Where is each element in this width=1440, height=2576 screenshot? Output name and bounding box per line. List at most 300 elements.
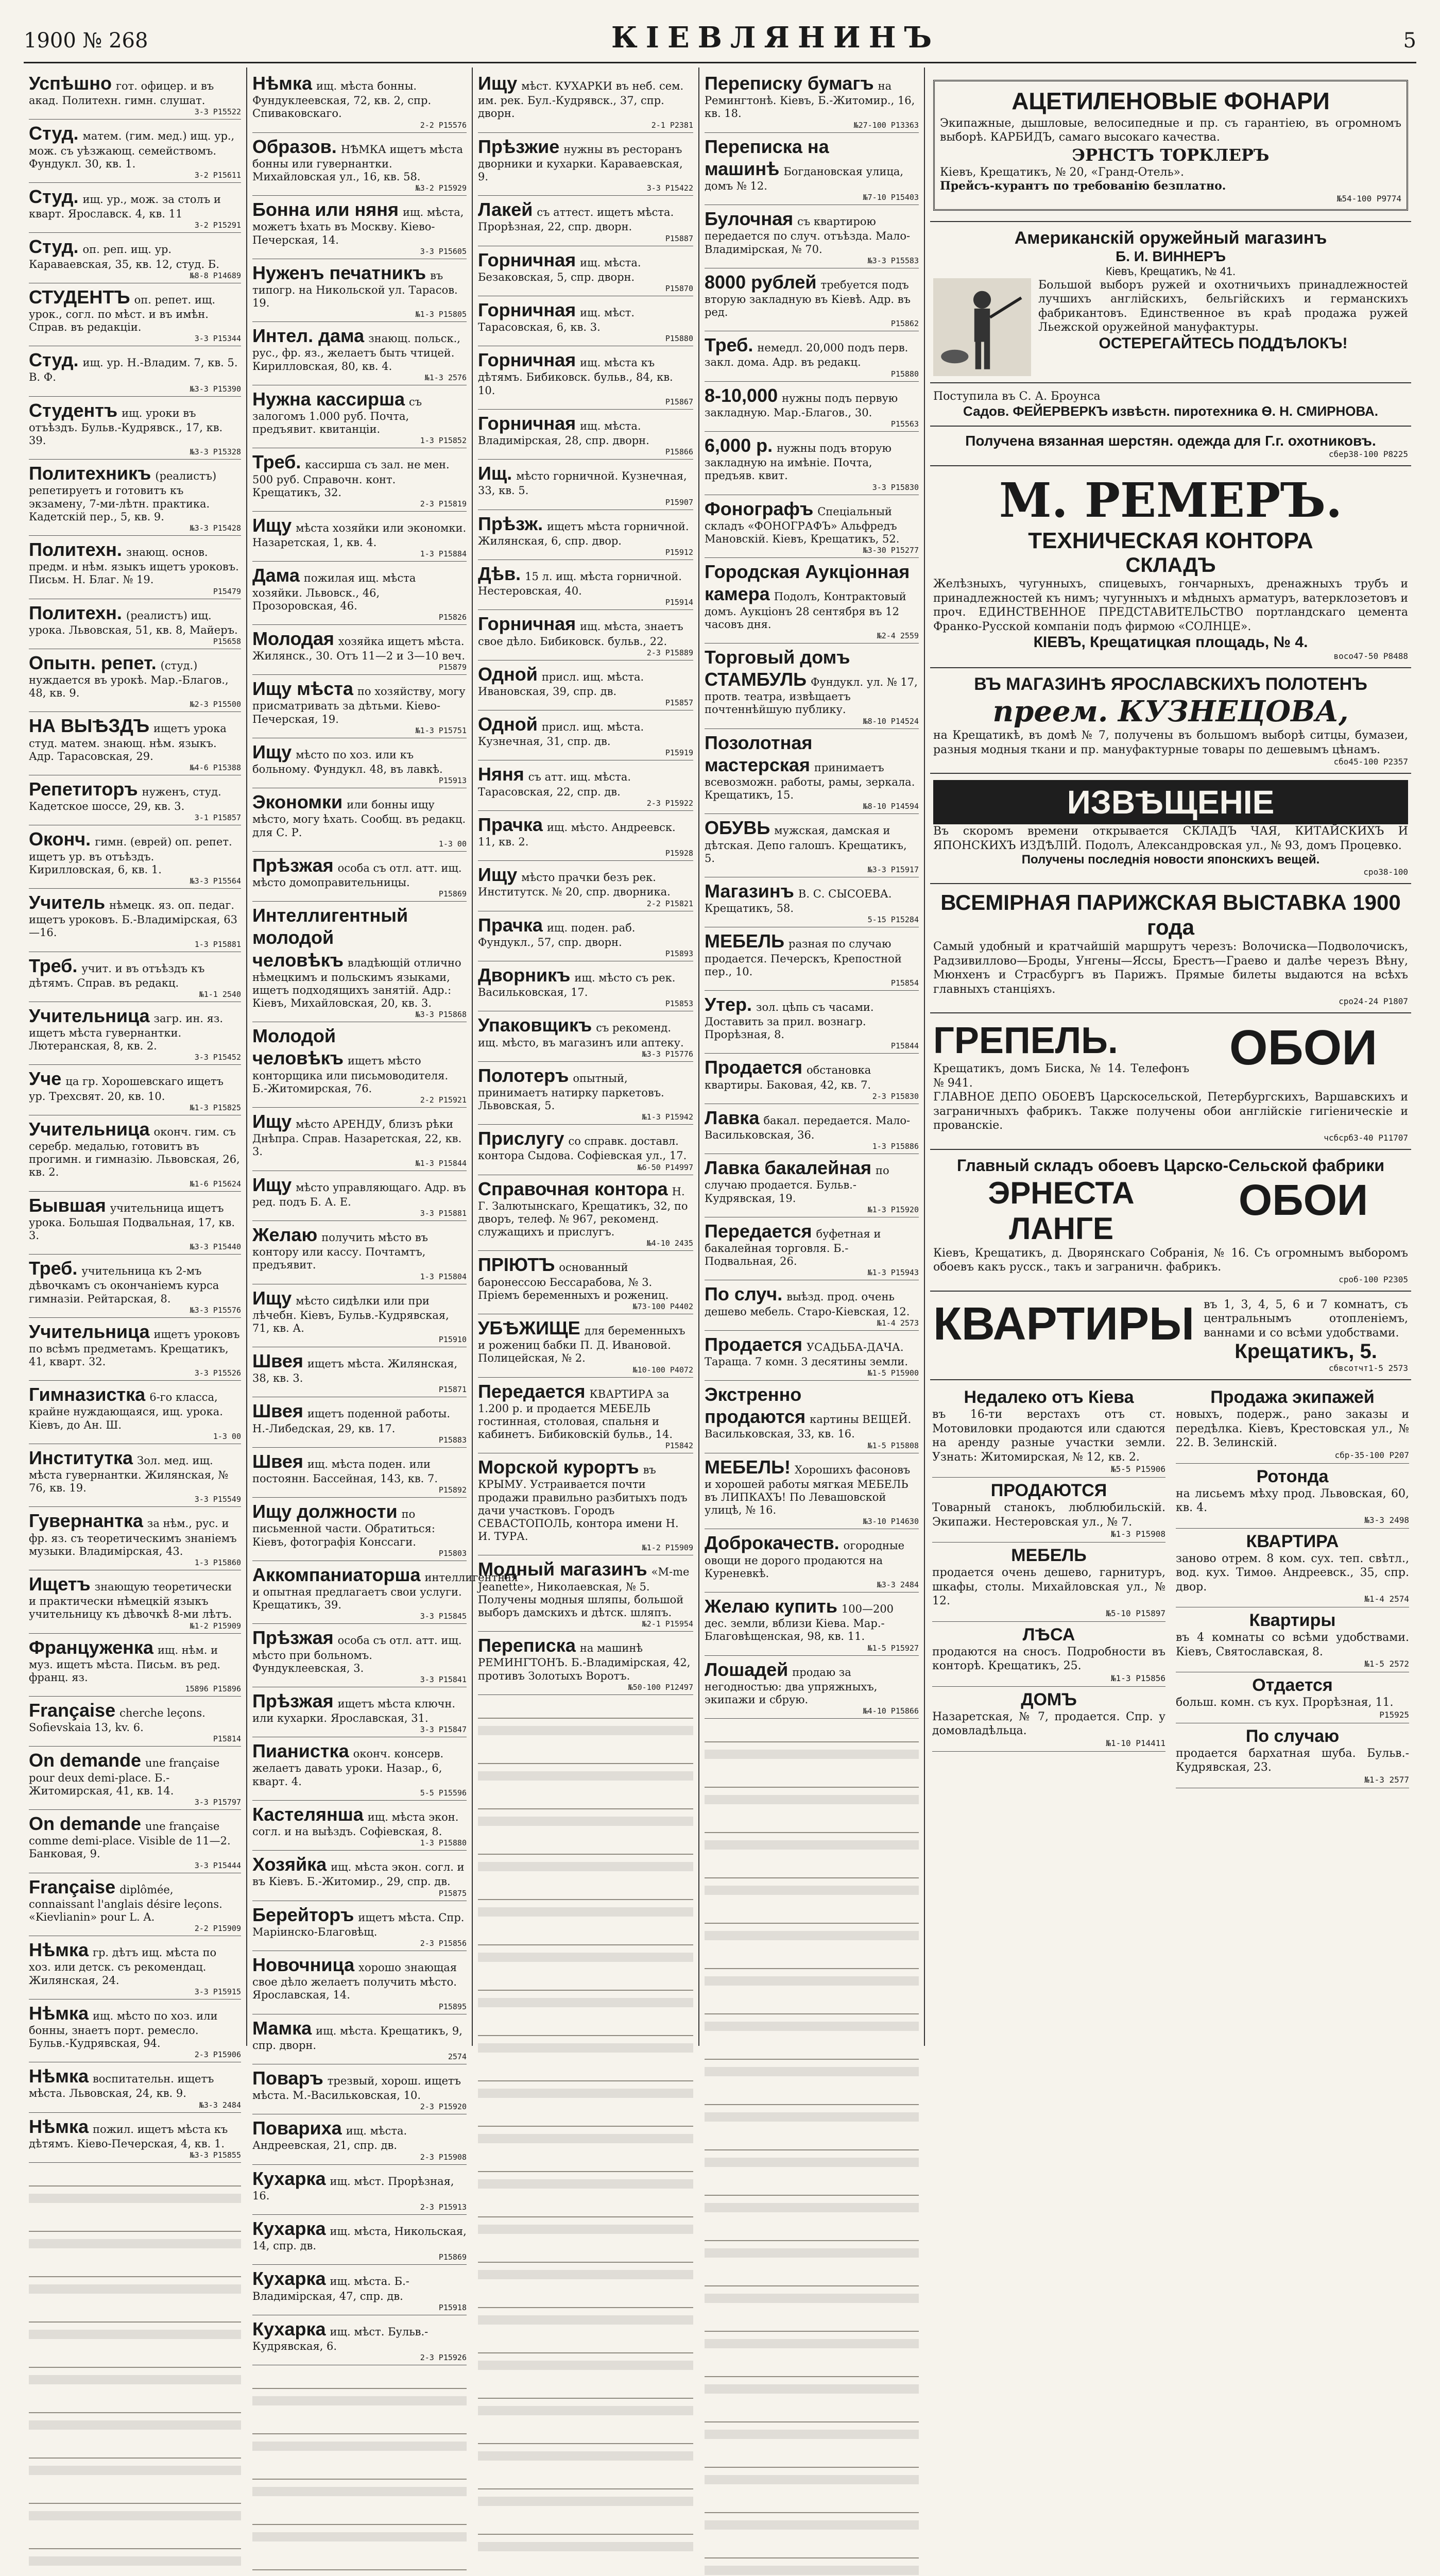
ad-text: хорошо знающая свое дѣло желаетъ получить мѣсто. Ярославская, 14. [252, 1961, 457, 2002]
ad-headword: Экономки [252, 791, 343, 813]
classified-ad [478, 1125, 693, 1175]
ad-text: 15 л. ищ. мѣста горничной. Нестеровская, 40. [478, 570, 682, 598]
ad-code: №3-3 Р15868 [415, 1010, 467, 1020]
ad-code: 2-3 Р15906 [194, 2050, 241, 2060]
ad-text: обстановка квартиры. Баковая, 42, кв. 7. [705, 1064, 871, 1091]
ad-text: хозяйка ищетъ мѣста. Жилянск., 30. Отъ 11—2 и 3—10 веч. [252, 635, 466, 663]
classified-ad [29, 283, 241, 347]
ad-code: №3-3 Р15428 [190, 523, 241, 533]
classified-ad [252, 562, 467, 625]
ad-headword: Прачка [478, 914, 543, 936]
ad-code: №54-100 Р9774 [1336, 193, 1401, 204]
ad-text: продается очень дешево, гарнитуръ, шкафы, столы. Михайловская ул., № 12. [932, 1566, 1165, 1607]
ad-text: ищ. мѣста къ дѣтямъ. Бибиковск. бульв., 84, кв. 10. [478, 357, 673, 397]
ad-code: Р15887 [665, 233, 693, 243]
ad-text: Кіевъ, Крещатикъ, д. Дворянскаго Собранія, № 16. Съ огромнымъ выборомъ обоевъ какъ русск., такъ и заграничн. фабрикъ. [933, 1246, 1408, 1274]
ad-headword: Переписку бумагъ [705, 73, 874, 94]
ad-subtitle-2: СКЛАДЪ [1125, 554, 1216, 577]
classified-ad [478, 560, 693, 610]
ad-headword: Прѣзжая [252, 854, 334, 876]
ad-code: Р15826 [438, 612, 467, 622]
ad-headword: Торговый домъ СТАМБУЛЬ [705, 646, 850, 690]
classified-ad [478, 710, 693, 760]
classified-ad [252, 852, 467, 902]
ad-text: для беременныхъ и рожениц бабки П. Д. Ивановой. Полицейская, № 2. [478, 1324, 685, 1365]
ad-code: 3-3 Р15522 [194, 107, 241, 117]
ad-code: Р15842 [665, 1441, 693, 1451]
small-display-ad [932, 1384, 1165, 1478]
ad-text: ищ. мѣста поден. или постоянн. Бассейная, 143, кв. 7. [252, 1458, 438, 1485]
classified-ad [705, 1381, 919, 1453]
ad-heading: Квартиры [1249, 1611, 1336, 1630]
ad-code: №1-1 2540 [199, 989, 241, 999]
ad-code: сбер38-100 Р8225 [1328, 449, 1408, 459]
ad-code: №2-1 Р15954 [642, 1619, 693, 1629]
classified-ad [29, 346, 241, 396]
ad-lange-wallpaper [930, 1150, 1411, 1292]
ad-heading: КВАРТИРЫ [933, 1298, 1195, 1350]
ad-headword: On demande [29, 1750, 142, 1771]
classified-ad [29, 1002, 241, 1065]
ad-code: Р15871 [438, 1385, 467, 1395]
classified-ad [705, 1217, 919, 1281]
small-display-ad [1176, 1384, 1409, 1464]
ad-text: по письменной части. Обратиться: Кіевъ, фотографія Конссаги. [252, 1508, 435, 1548]
ad-headword: Желаю [252, 1224, 318, 1245]
ad-text: мѣсто по хоз. или къ больному. Фундукл. 48, въ лавкѣ. [252, 748, 443, 775]
classified-ad [29, 183, 241, 233]
classified-ad [478, 861, 693, 911]
classified-ad [478, 911, 693, 961]
ad-heading: ВСЕМІРНАЯ ПАРИЖСКАЯ ВЫСТАВКА 1900 года [940, 890, 1401, 939]
ad-headword: Передается [705, 1220, 812, 1242]
ad-code: №1-6 Р15624 [190, 1179, 241, 1189]
classified-ad [252, 196, 467, 259]
small-display-ad [1176, 1464, 1409, 1529]
classified-ad [29, 70, 241, 120]
ad-heading: Продажа экипажей [1210, 1387, 1375, 1407]
ad-code: Р15925 [1379, 1709, 1409, 1720]
ad-text: Хорошихъ фасоновъ и хорошей работы мягкая МЕБЕЛЬ въ ЛИПКАХЪ! По Левашовской улицѣ, № 16. [705, 1463, 911, 1517]
ad-headword: On demande [29, 1813, 142, 1834]
ad-text: ищетъ урока студ. матем. знающ. нѣм. языкъ. Адр. Тарасовская, 29. [29, 722, 227, 762]
classified-ad [478, 1175, 693, 1251]
classified-ad [29, 1381, 241, 1444]
ad-code: 3-3 Р15797 [194, 1798, 241, 1807]
classified-ad [252, 1397, 467, 1447]
classified-ad [252, 1851, 467, 1901]
classified-ad [29, 1065, 241, 1115]
classified-ad [478, 1314, 693, 1378]
ad-headword: Уче [29, 1068, 62, 1090]
ad-text: требуется подъ вторую закладную въ Кіевѣ. Адр. въ ред. [705, 278, 911, 319]
ad-headword: По случ. [705, 1283, 783, 1305]
ad-code: 2-1 Р2381 [651, 120, 693, 130]
ad-headword: Передается [478, 1380, 586, 1402]
ad-code: 2-3 Р15922 [646, 798, 693, 808]
ad-headword: Прѣзж. [478, 513, 543, 534]
ad-heading: Главный складъ обоевъ Царско-Сельской фабрики [956, 1156, 1385, 1175]
classified-ad [478, 196, 693, 246]
ad-acetylene [930, 70, 1411, 222]
classified-ad [252, 1801, 467, 1851]
ad-headword: Продается [705, 1333, 802, 1355]
classified-ad [478, 1378, 693, 1454]
classified-ad [705, 331, 919, 381]
ad-headword: Прѣзжие [478, 135, 560, 157]
ad-headword: Успѣшно [29, 73, 112, 94]
ad-code: 2574 [448, 2052, 467, 2061]
ad-text: картины ВЕЩЕЙ. Васильковская, 33, кв. 16. [705, 1413, 912, 1440]
classified-ad [29, 825, 241, 889]
ad-headword: Политехн. [29, 602, 122, 623]
ad-code: 1-3 Р15886 [872, 1142, 919, 1151]
ad-text: ищ. ур. Н.-Владим. 7, кв. 5. В. Ф. [29, 357, 238, 384]
ad-headword: Ищу [252, 1287, 292, 1309]
classified-ad [705, 268, 919, 332]
ad-text: кассирша съ зал. не мен. 500 руб. Справочн. конт. Крещатикъ, 32. [252, 459, 450, 499]
ad-text: une française comme demi-place. Visible de 11—2. Банковая, 9. [29, 1820, 231, 1860]
ad-fireworks [930, 383, 1411, 427]
ad-code: 3-3 Р15344 [194, 334, 241, 344]
classified-ad [29, 460, 241, 536]
ad-text: ищ. мѣста экон. согл. и въ Кіевъ. Б.-Житомир., 29, спр. дв. [252, 1861, 465, 1888]
ad-text: бакал. передается. Мало-Васильковская, 36. [705, 1114, 911, 1141]
ad-headword: Француженка [29, 1636, 153, 1658]
classified-ad [705, 1154, 919, 1217]
ad-headword: Справочная контора [478, 1178, 668, 1199]
ad-code: №1-3 2577 [1364, 1774, 1409, 1785]
ad-code: 1-3 Р15852 [420, 436, 467, 446]
ad-headword: Ищу [252, 514, 292, 536]
issue-number: 1900 № 268 [24, 29, 148, 53]
ad-headword: Магазинъ [705, 880, 794, 902]
ad-headword: Политехникъ [29, 463, 151, 484]
ad-address: Крещатикъ, домъ Биска, № 14. Телефонъ № 941. [933, 1062, 1190, 1090]
classified-ad [252, 902, 467, 1022]
ad-code: Р15857 [665, 698, 693, 708]
ad-heading: ВЪ МАГАЗИНѢ ЯРОСЛАВСКИХЪ ПОЛОТЕНЪ [974, 674, 1367, 694]
ad-headword: Берейторъ [252, 1904, 354, 1925]
classified-ad [705, 495, 919, 558]
classified-ad [252, 1284, 467, 1348]
ad-headword: Бонна или няня [252, 199, 399, 221]
ad-code: 15896 Р15896 [185, 1684, 241, 1694]
ad-text: выѣзд. прод. очень дешево мебель. Старо-Кіевская, 12. [705, 1291, 910, 1318]
ad-code: №3-30 Р15277 [863, 546, 919, 555]
classified-ad [252, 1448, 467, 1498]
ad-warning: ОСТЕРЕГАЙТЕСЬ ПОДДѢЛОКЪ! [1099, 334, 1348, 352]
ad-text: une française pour deux demi-place. Б.-Житомирская, 41, кв. 14. [29, 1757, 220, 1797]
classified-ad [478, 1632, 693, 1695]
ad-headword: Одной [478, 714, 538, 735]
ad-headword: Репетиторъ [29, 778, 138, 800]
ad-headword: Студентъ [29, 399, 118, 421]
classified-ad [29, 1999, 241, 2063]
ad-headword: Швея [252, 1400, 303, 1422]
classified-ad [252, 1108, 467, 1171]
ad-headword: Фонографъ [705, 498, 814, 519]
classified-ad [29, 775, 241, 825]
classified-ad [252, 133, 467, 196]
ad-headword: Молодой человѣкъ [252, 1025, 344, 1069]
ad-code: Р15893 [665, 948, 693, 958]
classified-ad [705, 1453, 919, 1530]
ad-code: 1-3 Р15884 [420, 549, 467, 559]
ad-text: ищетъ уроковъ по всѣмъ предметамъ. Крещатикъ, 41, кварт. 32. [29, 1328, 240, 1368]
ad-text: съ аттест. ищетъ мѣста. Прорѣзная, 22, спр. дворн. [478, 206, 674, 233]
ad-headword: Оконч. [29, 828, 91, 850]
ad-headword: Ищу [478, 864, 518, 886]
ad-text: гот. офицер. и въ акад. Политехн. гимн. слушат. [29, 80, 214, 107]
ad-code: Р15892 [438, 1485, 467, 1495]
classified-ad [252, 322, 467, 385]
ad-apartments [930, 1292, 1411, 1381]
ad-code: 3-3 Р15915 [194, 1987, 241, 1996]
ad-code: №1-10 Р14411 [1106, 1738, 1165, 1748]
ad-text: (студ.) нуждается въ урокѣ. Мар.-Благов., 48, кв. 9. [29, 659, 229, 700]
ad-text: ищ. мѣсто по хоз. или бонны, знаетъ порт. ремесло. Бульв.-Кудрявская, 94. [29, 2009, 218, 2050]
classified-ad [252, 259, 467, 323]
ad-headword: Française [29, 1876, 116, 1897]
ad-text: УСАДЬБА-ДАЧА. Тараща. 7 комн. 3 десятины земли. [705, 1341, 908, 1368]
ad-code: 3-2 Р15611 [194, 170, 241, 180]
ad-code: 2-3 Р15856 [420, 1938, 467, 1948]
classified-ad [705, 927, 919, 991]
ad-text: Въ скоромъ времени открывается СКЛАДЪ ЧАЯ, КИТАЙСКИХЪ И ЯПОНСКИХЪ ИЗДѢЛІЙ. Подолъ, Александровская ул., № 93, домъ Процевко. [933, 825, 1408, 852]
ad-firm: ЭРНЕСТА ЛАНГЕ [988, 1175, 1135, 1246]
ad-owner: Б. И. ВИННЕРЪ [1116, 248, 1226, 264]
ad-text: съ залогомъ 1.000 руб. Почта, предъявит. квитанціи. [252, 395, 422, 436]
ad-text: мѣсто АРЕНДУ, близъ рѣки Днѣпра. Справ. Назаретская, 22, кв. 3. [252, 1118, 462, 1158]
classified-ad [252, 2014, 467, 2064]
classified-ad [252, 512, 467, 562]
ad-code: №1-3 Р15751 [415, 725, 467, 735]
ad-headword: Треб. [29, 955, 78, 976]
ad-text: оконч. гим. съ серебр. медалью, готовитъ въ прогимн. и гимназію. Львовская, 26, кв. 2. [29, 1125, 240, 1179]
ad-text: нужны въ ресторанъ дворники и кухарки. Караваевская, 9. [478, 143, 683, 183]
ad-code: 1-3 Р15880 [420, 1838, 467, 1848]
ad-code: Р15907 [665, 497, 693, 507]
ad-headword: Лошадей [705, 1658, 788, 1680]
ad-code: Р15919 [665, 748, 693, 758]
ad-headword: Образов. [252, 135, 337, 157]
ad-headword: Одной [478, 663, 538, 685]
ad-text: Получена вязанная шерстян. одежда для Г.г. охотниковъ. [965, 433, 1376, 449]
ad-text: гр. дѣтъ ищ. мѣста по хоз. или детск. съ рекомендац. Жилянская, 24. [29, 1946, 217, 1987]
ad-code: Р15910 [438, 1335, 467, 1345]
ad-headword: Морской курортъ [478, 1456, 639, 1478]
ad-code: Р15803 [438, 1548, 467, 1558]
ad-text: ищ. мѣст. Тарасовская, 6, кв. 3. [478, 306, 635, 334]
ad-code: №7-10 Р15403 [863, 193, 919, 202]
ad-headword: Дѣв. [478, 563, 521, 584]
ad-headword: Студ. [29, 123, 79, 144]
ad-code: 2-2 Р15921 [420, 1095, 467, 1105]
ad-headword: Экстренно продаются [705, 1384, 806, 1428]
ad-code: Р15869 [438, 2252, 467, 2262]
ad-headword: Учитель [29, 891, 106, 913]
classified-ad [252, 1347, 467, 1397]
ad-headword: ОБУВЬ [705, 817, 770, 839]
ad-code: №1-3 Р15908 [1111, 1529, 1165, 1539]
classified-ad [29, 1115, 241, 1192]
ad-headword: Учительница [29, 1118, 150, 1140]
ad-code: №1-3 2576 [424, 372, 467, 382]
ad-code: №50-100 Р12497 [628, 1682, 693, 1692]
ad-headword: Ищу должности [252, 1501, 398, 1522]
ad-text: буфетная и бакалейная торговля. Б.-Подвальная, 26. [705, 1227, 881, 1268]
ad-code: №3-2 Р15929 [415, 183, 467, 193]
classified-ad [252, 1624, 467, 1687]
ad-code: Р15862 [890, 319, 919, 329]
ad-code: №3-3 Р15583 [867, 256, 919, 265]
classified-ad [252, 385, 467, 449]
classified-ad [252, 788, 467, 852]
ad-text: diplômée, connaissant l'anglais désire leçons. «Kievlianin» pour L. A. [29, 1883, 222, 1923]
ad-headword: Учительница [29, 1005, 150, 1026]
ad-text: Назаретская, № 7, продается. Спр. у домовладѣльца. [932, 1710, 1165, 1737]
ad-text: ищ. нѣм. и муз. ищетъ мѣста. Письм. въ ред. франц. яз. [29, 1643, 220, 1684]
ad-headword: Нуженъ печатникъ [252, 262, 426, 283]
ad-code: №73-100 Р4402 [632, 1301, 693, 1311]
ad-code: №1-2 Р15909 [190, 1621, 241, 1631]
ad-code: №8-10 Р14594 [863, 802, 919, 811]
ad-code: №8-10 Р14524 [863, 716, 919, 726]
ad-text: 6-го класса, крайне нуждающаяся, ищ. урока. Кіевъ, до Ан. Ш. [29, 1391, 223, 1431]
ad-headword: Française [29, 1700, 116, 1721]
ad-headword: Горничная [478, 412, 576, 434]
ad-headword: Городская Аукціонная камера [705, 561, 910, 605]
classified-ad [29, 2113, 241, 2163]
ad-headword: Политехн. [29, 538, 122, 560]
ad-text: мужская, дамская и дѣтская. Депо галошъ. Крещатикъ, 5. [705, 824, 907, 865]
ad-code: Р15844 [890, 1041, 919, 1051]
ad-text: ищ. мѣсто. Андреевск. 11, кв. 2. [478, 821, 676, 848]
ad-text: на Ремингтонѣ. Кіевъ, Б.-Житомир., 16, кв. 18. [705, 80, 915, 120]
ad-code: 2-3 Р15926 [420, 2353, 467, 2363]
ad-code: 5-15 Р15284 [867, 915, 919, 925]
classified-ad [478, 246, 693, 296]
classified-ad [252, 2165, 467, 2215]
ad-text: въ КРЫМУ. Устраивается почти продажи правильно разбитыхъ подъ дачи участковъ. Городъ СЕВАСТОПОЛЬ, контора имени Н. И. ТУРА. [478, 1464, 688, 1543]
classified-ad [478, 346, 693, 410]
ad-code: 3-3 Р15444 [194, 1860, 241, 1870]
ad-code: №3-3 2484 [877, 1580, 919, 1589]
ad-headword: Аккомпаниаторша [252, 1564, 421, 1585]
ad-text: «M-me Jeanette», Николаевская, № 5. Получены модныя шляпы, большой выборъ дамскихъ и дѣтск. шляпъ. [478, 1566, 690, 1619]
ad-text: заново отрем. 8 ком. сух. теп. свѣтл., вод. кух. Тимоѳ. Андреевск., 35, спр. двор. [1176, 1552, 1409, 1594]
ad-text: нуженъ, студ. Кадетское шоссе, 29, кв. 3. [29, 786, 221, 813]
ad-text: воспитательн. ищетъ мѣста. Львовская, 24, кв. 9. [29, 2073, 214, 2100]
small-display-ad [1176, 1723, 1409, 1788]
classified-ad [478, 296, 693, 346]
classified-ad [705, 1592, 919, 1656]
ad-text: пожилая ищ. мѣста хозяйки. Львовск., 46, Прозоровская, 46. [252, 572, 416, 612]
ad-text: ищ. мѣсто съ рек. Васильковская, 17. [478, 971, 676, 999]
classified-ad [705, 814, 919, 877]
ad-code: №1-3 Р15825 [190, 1103, 241, 1112]
ad-code: №3-3 Р15855 [190, 2150, 241, 2160]
ad-big-word: ОБОИ [1229, 1020, 1378, 1075]
ad-code: 2-3 Р15889 [646, 648, 693, 657]
ad-text: ищ. мѣста. Безаковская, 5, спр. дворн. [478, 256, 641, 283]
column-filler [705, 1719, 919, 2576]
ad-headword: Нѣмка [252, 73, 312, 94]
ad-text: разная по случаю продается. Печерскъ, Крепостной пер., 10. [705, 938, 902, 978]
ad-headword: НА ВЫѢЗДЪ [29, 715, 150, 737]
ad-code: 2-2 Р15909 [194, 1924, 241, 1934]
ad-grepel-wallpaper [930, 1013, 1411, 1150]
ad-code: сро38-100 [1363, 867, 1408, 877]
ad-code: Р15928 [665, 849, 693, 858]
ad-code: №1-3 Р15943 [867, 1268, 919, 1278]
ad-text: особа съ отл. атт. ищ. мѣсто домоправительницы. [252, 861, 462, 889]
ad-headword: Ищу мѣста [252, 678, 353, 700]
ad-tea-notice [930, 774, 1411, 884]
ad-headword: Кухарка [252, 2268, 326, 2290]
classified-ad [252, 1687, 467, 1737]
classified-ad [252, 2114, 467, 2164]
ad-text: Н. Г. Залютынскаго, Крещатикъ, 32, по дворъ, телеф. № 967, рекоменд. служащихъ и прислугъ. [478, 1185, 688, 1239]
classified-ad [478, 1555, 693, 1632]
ad-text: Зол. мед. ищ. мѣста гувернантки. Жилянская, № 76, кв. 19. [29, 1454, 229, 1495]
ad-code: №5-5 Р15906 [1111, 1464, 1165, 1474]
ad-gun-shop [930, 222, 1411, 383]
column-4 [699, 67, 925, 2046]
ad-text: по хозяйству, могу присматривать за дѣтьми. Кіево-Печерская, 19. [252, 685, 466, 725]
ad-code: 3-3 Р15830 [872, 482, 919, 492]
ad-code: №3-3 Р15328 [190, 447, 241, 457]
ad-text: мѣсто сидѣлки или при лѣчебн. Кіевъ, Бульв.-Кудрявская, 71, кв. А. [252, 1294, 449, 1334]
classified-ad [478, 70, 693, 133]
ad-headword: Горничная [478, 249, 576, 270]
ad-headword: Пианистка [252, 1740, 349, 1762]
ad-heading: По случаю [1245, 1726, 1340, 1746]
ad-code: 2-3 Р15913 [420, 2202, 467, 2212]
page-number: 5 [1403, 29, 1416, 53]
ad-code: 3-1 Р15857 [194, 813, 241, 823]
ad-headword: Повариха [252, 2117, 342, 2139]
classified-ad [478, 1251, 693, 1314]
newspaper-title: КІЕВЛЯНИНЪ [611, 21, 940, 55]
ad-heading: Отдается [1252, 1675, 1333, 1695]
ad-text: больш. комн. съ кух. Прорѣзная, 11. [1176, 1696, 1394, 1709]
ad-code: №1-4 2574 [1364, 1594, 1409, 1604]
ad-text: гимн. (еврей) оп. репет. ищетъ ур. въ отъѣздъ. Кирилловская, 6, кв. 1. [29, 836, 232, 876]
ad-code: №27-100 Р13363 [853, 120, 919, 130]
ad-code: Р15870 [665, 283, 693, 293]
ad-headword: Студ. [29, 349, 79, 371]
ad-code: №3-3 2498 [1364, 1515, 1409, 1525]
ad-code: №3-3 Р15576 [190, 1305, 241, 1315]
ad-text: ищ. мѣст. Бульв.-Кудрявская, 6. [252, 2325, 428, 2352]
ad-text: нужны подъ первую закладную. Мар.-Благов., 30. [705, 392, 898, 419]
ad-knitwear [930, 427, 1411, 466]
ad-text: въ 16-ти верстахъ отъ ст. Мотовиловки продаются или сдаются на аренду разные участки земли. Узнать: Житомирская, № 12, кв. 2. [932, 1408, 1165, 1464]
classified-ad [252, 1022, 467, 1108]
classified-ad [478, 1453, 693, 1555]
ad-code: Р15914 [665, 598, 693, 607]
classified-ad [29, 1444, 241, 1507]
classified-ad [29, 1507, 241, 1570]
classified-ad [705, 1529, 919, 1592]
ad-headword: 8000 рублей [705, 271, 817, 293]
ad-text: ищ. ур., мож. за столъ и кварт. Ярославск. 4, кв. 11 [29, 193, 221, 221]
ad-text: на Крещатикѣ, въ домѣ № 7, получены въ большомъ выборѣ ситцы, бумазеи, разныя модныя ткани и пр. мануфактурные товары по дешевымъ цѣнамъ. [933, 729, 1408, 756]
ad-code: 3-3 Р15422 [646, 183, 693, 193]
ad-headword: ПРІЮТЪ [478, 1254, 555, 1276]
